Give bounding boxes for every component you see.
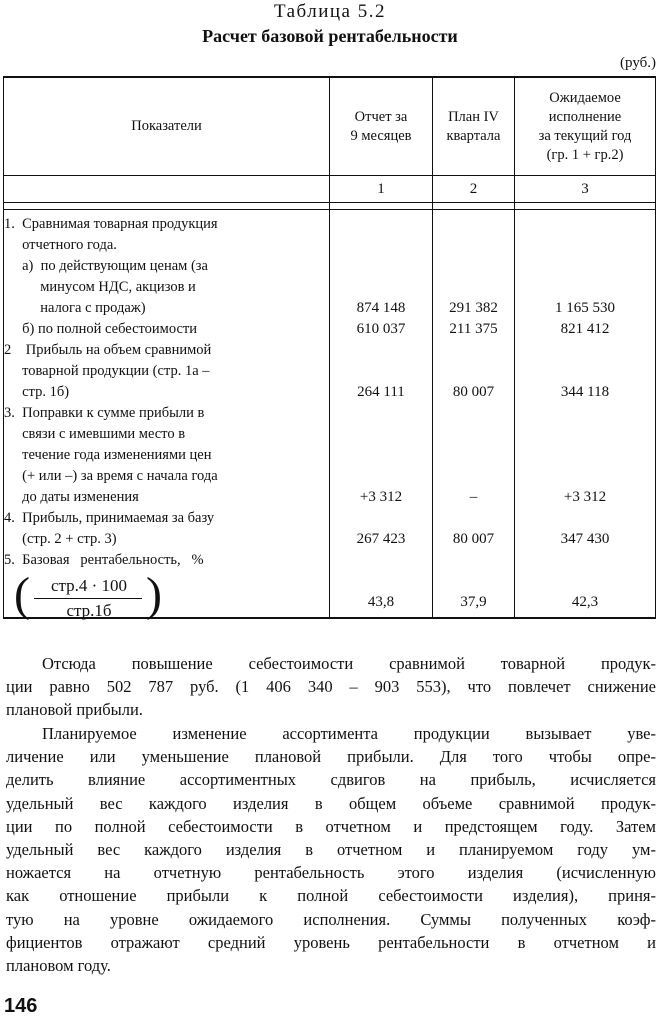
header-indicators: Показатели	[4, 77, 330, 176]
indicator-line: (стр. 2 + стр. 3)	[4, 531, 117, 547]
indicator-line: минусом НДС, акцизов и	[4, 279, 196, 295]
column-number: 3	[515, 176, 656, 203]
indicator-column	[4, 210, 330, 619]
value-cell: 821 412	[560, 321, 610, 337]
header-line: (гр. 1 + гр.2)	[546, 146, 624, 163]
value-cell: 42,3	[571, 594, 599, 610]
spacer-row	[4, 203, 656, 210]
values-column-1	[330, 210, 433, 619]
header-expected-year	[515, 77, 656, 176]
formula-numerator: стр.4 · 100	[50, 576, 128, 595]
formula-fraction-bar	[34, 598, 142, 599]
indicator-line: (+ или –) за время с начала года	[4, 468, 218, 484]
indicator-line: до даты изменения	[4, 489, 139, 505]
paragraph-line: плановой прибыли.	[6, 700, 143, 720]
header-line: квартала	[446, 127, 501, 144]
profitability-table	[3, 76, 656, 619]
value-cell: 80 007	[452, 384, 495, 400]
value-cell: 1 165 530	[555, 300, 615, 316]
value-cell: 344 118	[560, 384, 610, 400]
paragraph-line: удельный вес каждого изделия в общем объеме сравнимой продук-	[6, 793, 656, 813]
value-cell: 267 423	[356, 531, 406, 547]
indicator-line: товарной продукции (стр. 1а –	[4, 363, 210, 379]
indicator-line: стр. 1б)	[4, 384, 70, 400]
column-number-row	[4, 176, 656, 203]
paragraph-line: плановом году.	[6, 955, 111, 975]
paragraph-line: личение или уменьшение плановой прибыли. Для того чтобы опре-	[6, 747, 656, 767]
paragraph-line: удельный вес каждого изделия в отчетном и планируемом году ум-	[6, 839, 656, 859]
header-report-9-months	[330, 77, 433, 176]
spacer-cell	[330, 203, 433, 210]
paragraph-line: ции равно 502 787 руб. (1 406 340 – 903 553), что повлечет снижение	[6, 677, 656, 697]
value-cell: 264 111	[357, 384, 405, 400]
indicator-line: а) по действующим ценам (за	[4, 258, 208, 274]
indicator-line: налога с продаж)	[4, 300, 146, 316]
value-cell	[433, 235, 514, 256]
indicator-line: б) по полной себестоимости	[4, 321, 197, 337]
unit-note: (руб.)	[620, 55, 656, 71]
indicator-line: 4. Прибыль, принимаемая за базу	[4, 510, 215, 526]
paragraph-2	[6, 722, 656, 977]
header-line: План IV	[448, 108, 499, 125]
header-line: исполнение	[548, 108, 622, 125]
paragraph-line: Отсюда повышение себестоимости сравнимой товарной продук-	[42, 654, 656, 673]
spacer-cell	[515, 203, 656, 210]
table-number: Таблица 5.2	[273, 1, 386, 22]
formula-left-paren: (	[14, 568, 30, 621]
value-cell: 291 382	[449, 300, 498, 316]
values-column-3	[515, 210, 656, 619]
indicator-line: 1. Сравнимая товарная продукция	[4, 216, 218, 232]
paragraph-line: фициентов отражают средний уровень рентабельности в отчетном и	[6, 932, 656, 952]
spacer-cell	[4, 203, 330, 210]
indicator-lines	[4, 210, 330, 617]
value-cell: 610 037	[356, 321, 406, 337]
value-cell: 874 148	[356, 300, 406, 316]
paragraph-line: как отношение прибыли к полной себестоимости изделия), приня-	[6, 886, 656, 906]
table-title: Расчет базовой рентабельности	[202, 26, 458, 46]
value-cell: +3 312	[563, 489, 607, 505]
column-number: 1	[330, 176, 433, 203]
paragraph-line: ножается на отчетную рентабельность этого изделия (исчисленную	[6, 863, 656, 883]
indicator-line: 2 Прибыль на объем сравнимой	[4, 342, 212, 358]
spacer-cell	[433, 203, 515, 210]
indicator-line: 3. Поправки к сумме прибыли в	[4, 405, 205, 421]
header-line: Отчет за	[354, 108, 408, 125]
page-number: 146	[4, 995, 38, 1017]
paragraph-line: тую на уровне ожидаемого исполнения. Суммы полученных коэф-	[6, 909, 656, 929]
header-line: за текущий год	[538, 127, 632, 144]
value-cell: +3 312	[359, 489, 403, 505]
value-cell: –	[469, 489, 478, 505]
indicator-line: связи с имевшими место в	[4, 426, 186, 442]
values-column-2	[433, 210, 515, 619]
paragraph-1	[6, 652, 656, 722]
header-line: Ожидаемое	[549, 89, 621, 106]
indicator-line: течение года изменениями цен	[4, 447, 212, 463]
value-cell: 80 007	[452, 531, 495, 547]
paragraph-line: ции по полной себестоимости в отчетном и предстоящем году. Затем	[6, 816, 656, 836]
paragraph-line: делить влияние ассортиментных сдвигов на прибыль, исчисляется	[6, 770, 656, 790]
header-plan-q4	[433, 77, 515, 176]
value-cell: 347 430	[560, 531, 610, 547]
value-cell: 43,8	[367, 594, 395, 610]
value-cell	[515, 235, 655, 256]
table-header-row	[4, 77, 656, 176]
column-number-empty	[4, 176, 330, 203]
column-number: 2	[433, 176, 515, 203]
value-cell: 37,9	[460, 594, 487, 610]
indicator-line: отчетного года.	[4, 237, 117, 253]
profitability-formula	[14, 568, 164, 625]
header-line: 9 месяцев	[350, 127, 412, 144]
value-cell: 211 375	[449, 321, 498, 337]
table-body-row	[4, 210, 656, 619]
formula-right-paren: )	[146, 568, 162, 621]
paragraph-line: Планируемое изменение ассортимента продукции вызывает уве-	[42, 724, 656, 743]
formula-denominator: стр.1б	[66, 601, 112, 620]
indicator-line: 5. Базовая рентабельность, %	[4, 552, 204, 568]
value-cell	[330, 235, 432, 256]
